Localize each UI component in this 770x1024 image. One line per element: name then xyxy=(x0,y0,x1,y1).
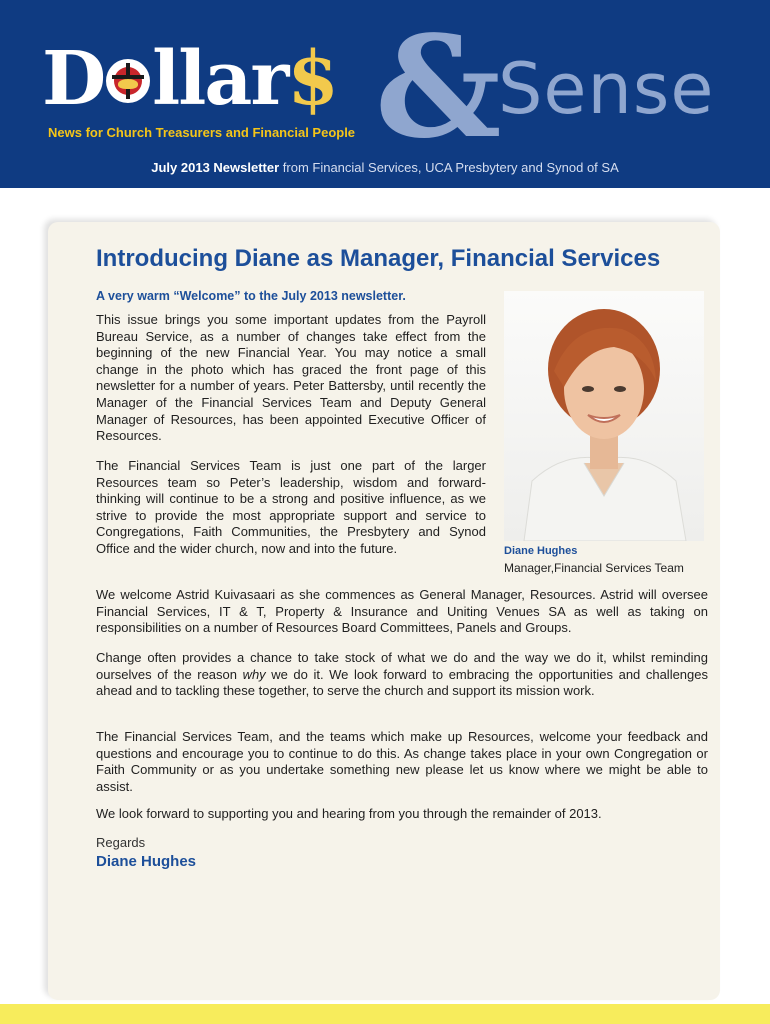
article-paragraph-1: This issue brings you some important updates from the Payroll Bureau Service, as a number of changes take effect from the beginning of the new Financial Year. You may notice a small change in the photo which has graced the front page of this newsletter for a number of years. Peter Battersby, until recently the Manager of the Financial Services Team and Deputy General Manager of Resources, has been appointed Executive Officer of Resources. xyxy=(96,312,486,444)
portrait-photo xyxy=(504,291,704,541)
article-paragraph-3: We welcome Astrid Kuivasaari as she commences as General Manager, Resources. Astrid will oversee Financial Services, IT & T, Property & Insurance and Uniting Venues SA as well as taking on responsibilities on a number of Resources Board Committees, Panels and Groups. xyxy=(96,587,708,636)
paragraph-4-emphasis: why xyxy=(242,666,266,682)
footer-bar xyxy=(0,1004,770,1024)
edition-date: July 2013 Newsletter xyxy=(151,160,280,175)
closing-signature: Diane Hughes xyxy=(96,853,197,870)
article-paragraph-4 xyxy=(96,650,708,700)
masthead-logo xyxy=(42,36,337,122)
photo-caption-role: Manager,Financial Services Team xyxy=(504,561,684,575)
portrait-illustration xyxy=(504,291,704,541)
uniting-church-emblem-icon xyxy=(106,59,150,103)
logo-ampersand: & xyxy=(375,6,502,170)
article-paragraph-6: We look forward to supporting you and hearing from you through the remainder of 2013. xyxy=(96,806,602,821)
photo-caption-name: Diane Hughes xyxy=(504,545,578,557)
article-paragraph-2: The Financial Services Team is just one part of the larger Resources team so Peter’s leadership, wisdom and forward-thinking will continue to be a strong and positive influence, as we strive to provide the most appropriate support and service to Congregations, Faith Communities, the Presbytery and Synod Office and the wider church, now and into the future. xyxy=(96,458,486,556)
closing-regards: Regards xyxy=(96,835,146,850)
masthead-tagline: News for Church Treasurers and Financial People xyxy=(48,125,356,140)
masthead-banner xyxy=(0,0,770,188)
logo-dollar-sign: $ xyxy=(287,36,337,122)
paragraph-4-end: we do it. We look forward to embracing the opportunities and challenges ahead and to tackling these together, to serve the church and support its mission work. xyxy=(96,666,709,699)
logo-sense: Sense xyxy=(498,48,715,130)
paragraph-4-start: Change often provides a chance to take stock of what we do and the way we do it, whilst reminding ourselves of the reason xyxy=(96,650,708,682)
logo-letter-d: D xyxy=(42,36,105,122)
article-title: Introducing Diane as Manager, Financial Services xyxy=(96,245,661,272)
logo-letters-llar: llar xyxy=(152,36,288,122)
edition-line xyxy=(0,160,770,175)
article-welcome: A very warm “Welcome” to the July 2013 newsletter. xyxy=(96,289,406,303)
article-paragraph-5: The Financial Services Team, and the teams which make up Resources, welcome your feedback and questions and encourage you to continue to do this. As change takes place in your own Congregation or Faith Community or as you undertake something new please let us know where we might be able to assist. xyxy=(96,729,708,794)
edition-source: from Financial Services, UCA Presbytery and Synod of SA xyxy=(279,160,619,175)
